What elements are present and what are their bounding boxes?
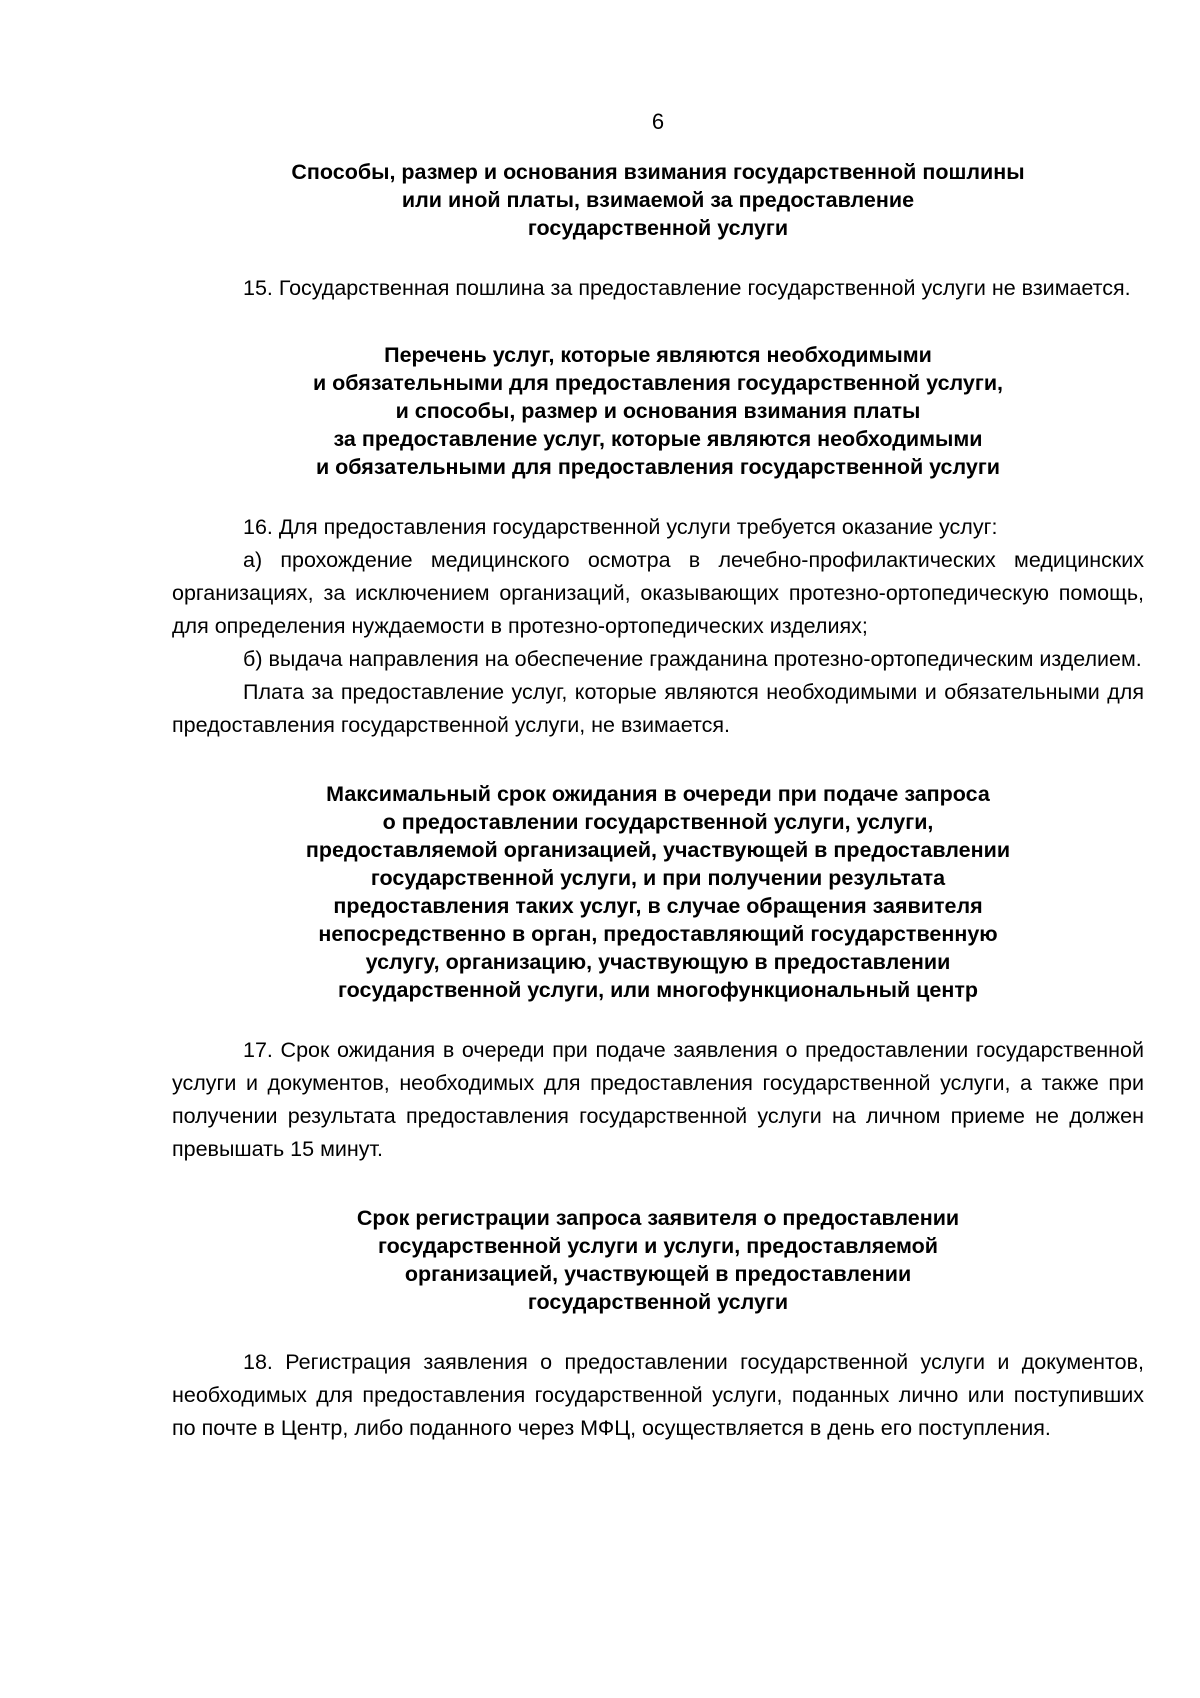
document-page	[172, 108, 1144, 1445]
heading-line: государственной услуги	[527, 216, 789, 240]
heading-line: предоставления таких услуг, в случае обращения заявителя	[333, 894, 983, 918]
paragraph-16a: а) прохождение медицинского осмотра в лечебно-профилактических медицинских организациях, за исключением организаций, оказывающих протезно-ортопедическую помощь, для определения нуждаемости в протезно-ортопедических изделиях;	[172, 548, 1144, 638]
heading-line: и способы, размер и основания взимания платы	[395, 399, 921, 423]
section-heading-registration	[172, 1204, 1144, 1316]
heading-line: услугу, организацию, участвующую в предоставлении	[365, 950, 951, 974]
paragraph-16b: б) выдача направления на обеспечение гражданина протезно-ортопедическим изделием.	[243, 647, 1142, 671]
heading-line: организацией, участвующей в предоставлении	[404, 1262, 912, 1286]
heading-line: и обязательными для предоставления государственной услуги	[315, 455, 1001, 479]
heading-line: предоставляемой организацией, участвующей в предоставлении	[305, 838, 1011, 862]
heading-line: Перечень услуг, которые являются необходимыми	[384, 343, 932, 367]
paragraph-15: 15. Государственная пошлина за предоставление государственной услуги не взимается.	[243, 276, 1131, 300]
paragraph-17: 17. Срок ожидания в очереди при подаче заявления о предоставлении государственной услуги и документов, необходимых для предоставления государственной услуги, а также при получении результата предоставления государственной услуги на личном приеме не должен превышать 15 минут.	[172, 1038, 1144, 1161]
section-heading-fee	[172, 158, 1144, 242]
page-number: 6	[651, 109, 665, 134]
heading-line: или иной платы, взимаемой за предоставление	[401, 188, 915, 212]
heading-line: непосредственно в орган, предоставляющий государственную	[318, 922, 998, 946]
paragraph-16: 16. Для предоставления государственной услуги требуется оказание услуг:	[243, 515, 998, 539]
section-heading-required-services	[172, 341, 1144, 481]
heading-line: Срок регистрации запроса заявителя о предоставлении	[356, 1206, 960, 1230]
heading-line: Способы, размер и основания взимания государственной пошлины	[291, 160, 1025, 184]
heading-line: и обязательными для предоставления государственной услуги,	[312, 371, 1004, 395]
section-heading-max-wait	[172, 780, 1144, 1004]
paragraph-16-fee: Плата за предоставление услуг, которые являются необходимыми и обязательными для предоставления государственной услуги, не взимается.	[172, 680, 1144, 737]
heading-line: государственной услуги, и при получении результата	[370, 866, 946, 890]
heading-line: Максимальный срок ожидания в очереди при подаче запроса	[326, 782, 990, 806]
heading-line: государственной услуги, или многофункциональный центр	[337, 978, 978, 1002]
heading-line: за предоставление услуг, которые являются необходимыми	[333, 427, 983, 451]
heading-line: государственной услуги и услуги, предоставляемой	[378, 1234, 938, 1258]
heading-line: о предоставлении государственной услуги, услуги,	[382, 810, 934, 834]
heading-line: государственной услуги	[527, 1290, 789, 1314]
paragraph-18: 18. Регистрация заявления о предоставлении государственной услуги и документов, необходимых для предоставления государственной услуги, поданных лично или поступивших по почте в Центр, либо поданного через МФЦ, осуществляется в день его поступления.	[172, 1350, 1144, 1440]
